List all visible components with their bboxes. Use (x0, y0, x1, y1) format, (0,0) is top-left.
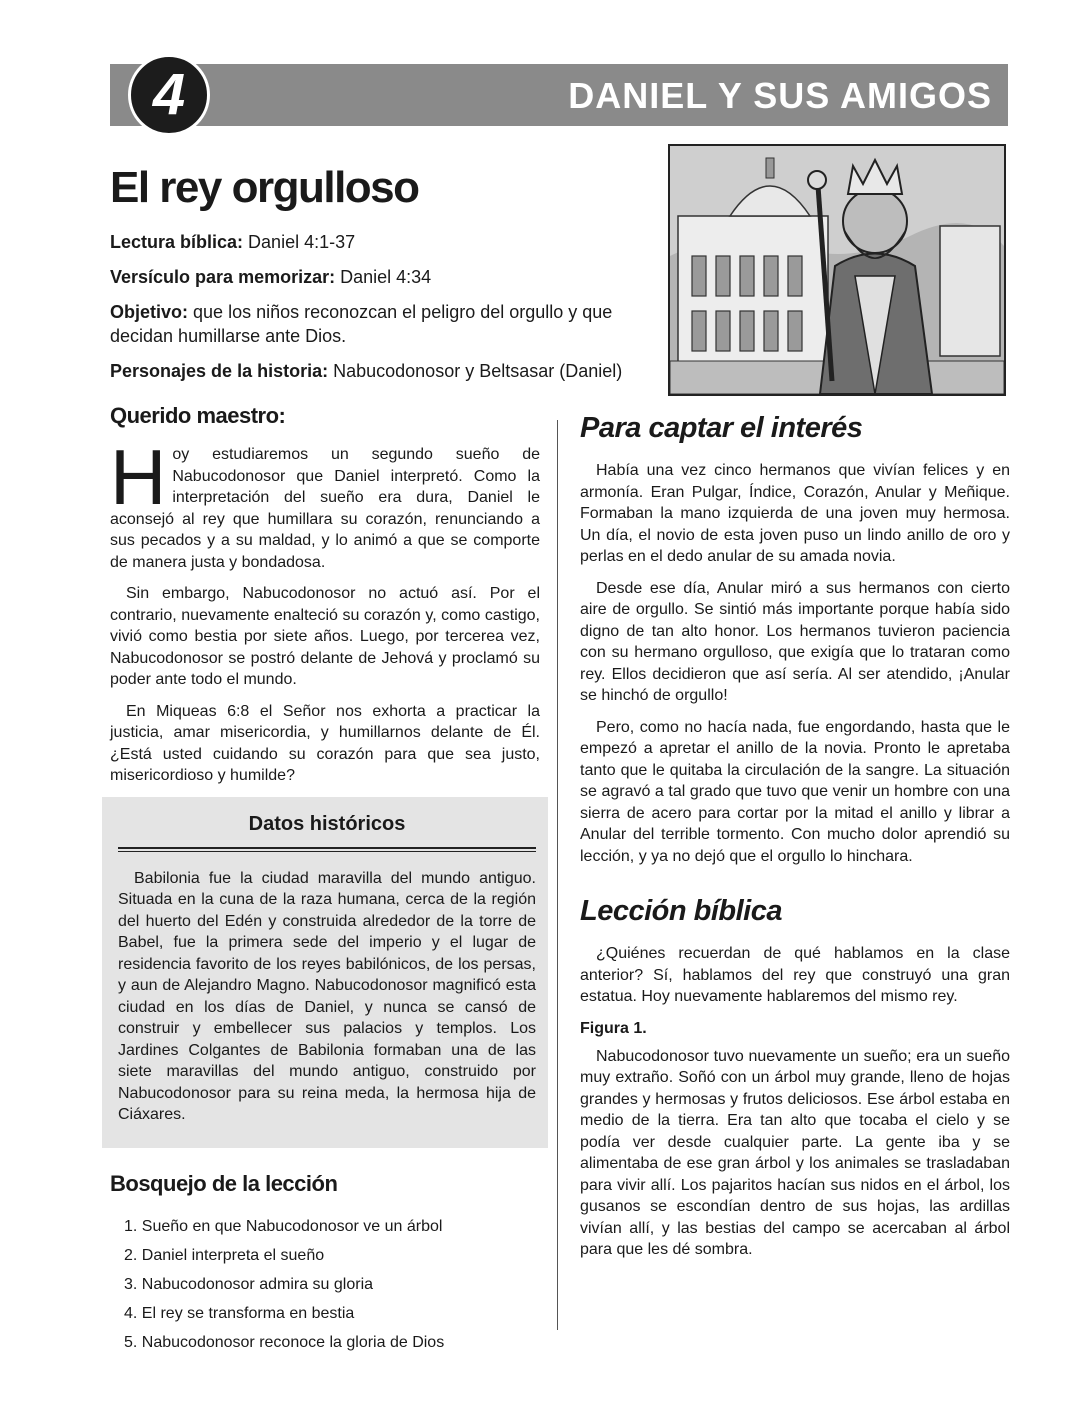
outline-heading: Bosquejo de la lección (110, 1170, 338, 1196)
king-illustration-svg (670, 146, 1004, 394)
historical-facts-box (102, 797, 548, 1148)
outline-item: 2. Daniel interpreta el sueño (124, 1246, 325, 1264)
lesson-title: El rey orgulloso (110, 163, 419, 212)
interest-paragraph-1: Había una vez cinco hermanos que vivían felices y en armonía. Eran Pulgar, Índice, Corazón, Anular y Meñique. Formaban la mano izquierda de una joven muy hermosa. Un día, el novio de esta joven puso un lindo anillo de oro y perlas en el dedo anular de su amada novia. (580, 462, 1010, 565)
drop-cap: H (110, 433, 167, 521)
right-column (580, 410, 1010, 1271)
king-illustration (668, 144, 1006, 396)
verse-line (110, 265, 670, 289)
teacher-paragraph-1-text: oy estudiaremos un segundo sueño de Nabucodonosor que Daniel interpretó. Como la interpretación del sueño era dura, Daniel le aconsejó al rey que humillara su corazón, renunciando a sus pecados y a su maldad, y lo animó a que se comporte de manera justa y bondadosa. (110, 446, 540, 571)
outline-item: 5. Nabucodonosor reconoce la gloria de Dios (124, 1333, 445, 1351)
outline-item: 3. Nabucodonosor admira su gloria (124, 1275, 374, 1293)
interest-paragraph-2: Desde ese día, Anular miró a sus hermanos con cierto aire de orgullo. Se sintió más importante porque había sido digno de tan alto honor. Los hermanos tuvieron paciencia con su hermano orgulloso, que exigía que lo trataran como rey. Ellos decidieron que así sería. Al ser atendido, ¡Anular se hinchó de orgullo! (580, 579, 1010, 704)
objective-line (110, 300, 670, 348)
teacher-heading: Querido maestro: (110, 403, 286, 428)
historical-text: Babilonia fue la ciudad maravilla del mundo antiguo. Situada en la cuna de la raza humana, cerca de la región del huerto del Edén y construida alrededor de la torre de Babel, fue la primera sede del imperio y el lugar de residencia favorito de los reyes babilónicos, de los persas, y aun de Alejandro Magno. Nabucodonosor magnificó esta ciudad en los días de Daniel, y nunca se cansó de construir y embellecer sus palacios y templos. Los Jardines Colgantes de Babilonia formaban una de las siete maravillas del mundo antiguo, construido por Nabucodonosor para su reina meda, la hermosa hija de Ciáxares. (118, 869, 536, 1123)
historical-heading: Datos históricos (248, 812, 406, 835)
teacher-paragraph-1 (110, 433, 540, 573)
lesson-meta (110, 230, 670, 394)
verse-label: Versículo para memorizar: (110, 267, 336, 287)
bible-lesson-heading: Lección bíblica (580, 895, 782, 927)
objective-value: que los niños reconozcan el peligro del orgullo y que decidan humillarse ante Dios. (110, 302, 613, 346)
bible-lesson-paragraph-1: ¿Quiénes recuerdan de qué hablamos en la clase anterior? Sí, hablamos del rey que construyó una gran estatua. Hoy nuevamente hablaremos del mismo rey. (580, 945, 1010, 1005)
reading-line (110, 230, 670, 254)
bible-lesson-paragraph-2: Nabucodonosor tuvo nuevamente un sueño; era un sueño muy extraño. Soñó con un árbol muy grande, lleno de hojas grandes y hermosas y frutos deliciosos. Ese árbol estaba en medio de la tierra. Era tan alto que tocaba el cielo y se podía ver desde cualquier parte. La gente iba y se alimentaba de ese gran árbol y los animales se trasladaban para vivir allí. Los pajaritos hacían sus nidos en el árbol, los gusanos se escondían dentro de sus hojas, las ardillas vivían allí, y las bestias del campo se acercaban al árbol para que les dé sombra. (580, 1047, 1010, 1258)
figure-label: Figura 1. (580, 1019, 647, 1037)
reading-value: Daniel 4:1-37 (248, 232, 356, 252)
historical-rule (118, 847, 536, 852)
outline-item: 4. El rey se transforma en bestia (124, 1304, 355, 1322)
column-divider (557, 420, 558, 1330)
lesson-number-badge: 4 (128, 54, 210, 136)
teacher-paragraph-3: En Miqueas 6:8 el Señor nos exhorta a practicar la justicia, amar misericordia, y humillarnos delante de Él. ¿Está usted cuidando su corazón para que sea justo, misericordioso y humilde? (110, 702, 540, 784)
characters-label: Personajes de la historia: (110, 361, 329, 381)
left-column (110, 402, 540, 1357)
characters-value: Nabucodonosor y Beltsasar (Daniel) (333, 361, 623, 381)
interest-heading: Para captar el interés (580, 412, 863, 444)
outline-list (110, 1212, 540, 1357)
unit-title: DANIEL Y SUS AMIGOS (568, 75, 992, 116)
outline-item: 1. Sueño en que Nabucodonosor ve un árbol (124, 1217, 443, 1235)
objective-label: Objetivo: (110, 302, 189, 322)
characters-line (110, 359, 670, 383)
teacher-paragraph-2: Sin embargo, Nabucodonosor no actuó así. Por el contrario, nuevamente enalteció su corazón y, como castigo, vivió como bestia por siete años. Luego, por tercerea vez, Nabucodonosor se postró delante de Jehová y proclamó su poder ante todo el mundo. (110, 585, 540, 688)
reading-label: Lectura bíblica: (110, 232, 244, 252)
verse-value: Daniel 4:34 (340, 267, 432, 287)
interest-paragraph-3: Pero, como no hacía nada, fue engordando, hasta que le empezó a apretar el anillo de la novia. Pronto le apretaba tanto que le quitaba la circulación de la sangre. La situación se agravó a tal grado que tuvo que venir un hombre con una sierra de acero para cortar por la mitad el anillo y librar a Anular del terrible tormento. Con mucho dolor aprendió su lección, y ya no dejó que el orgullo lo hinchara. (580, 718, 1010, 865)
